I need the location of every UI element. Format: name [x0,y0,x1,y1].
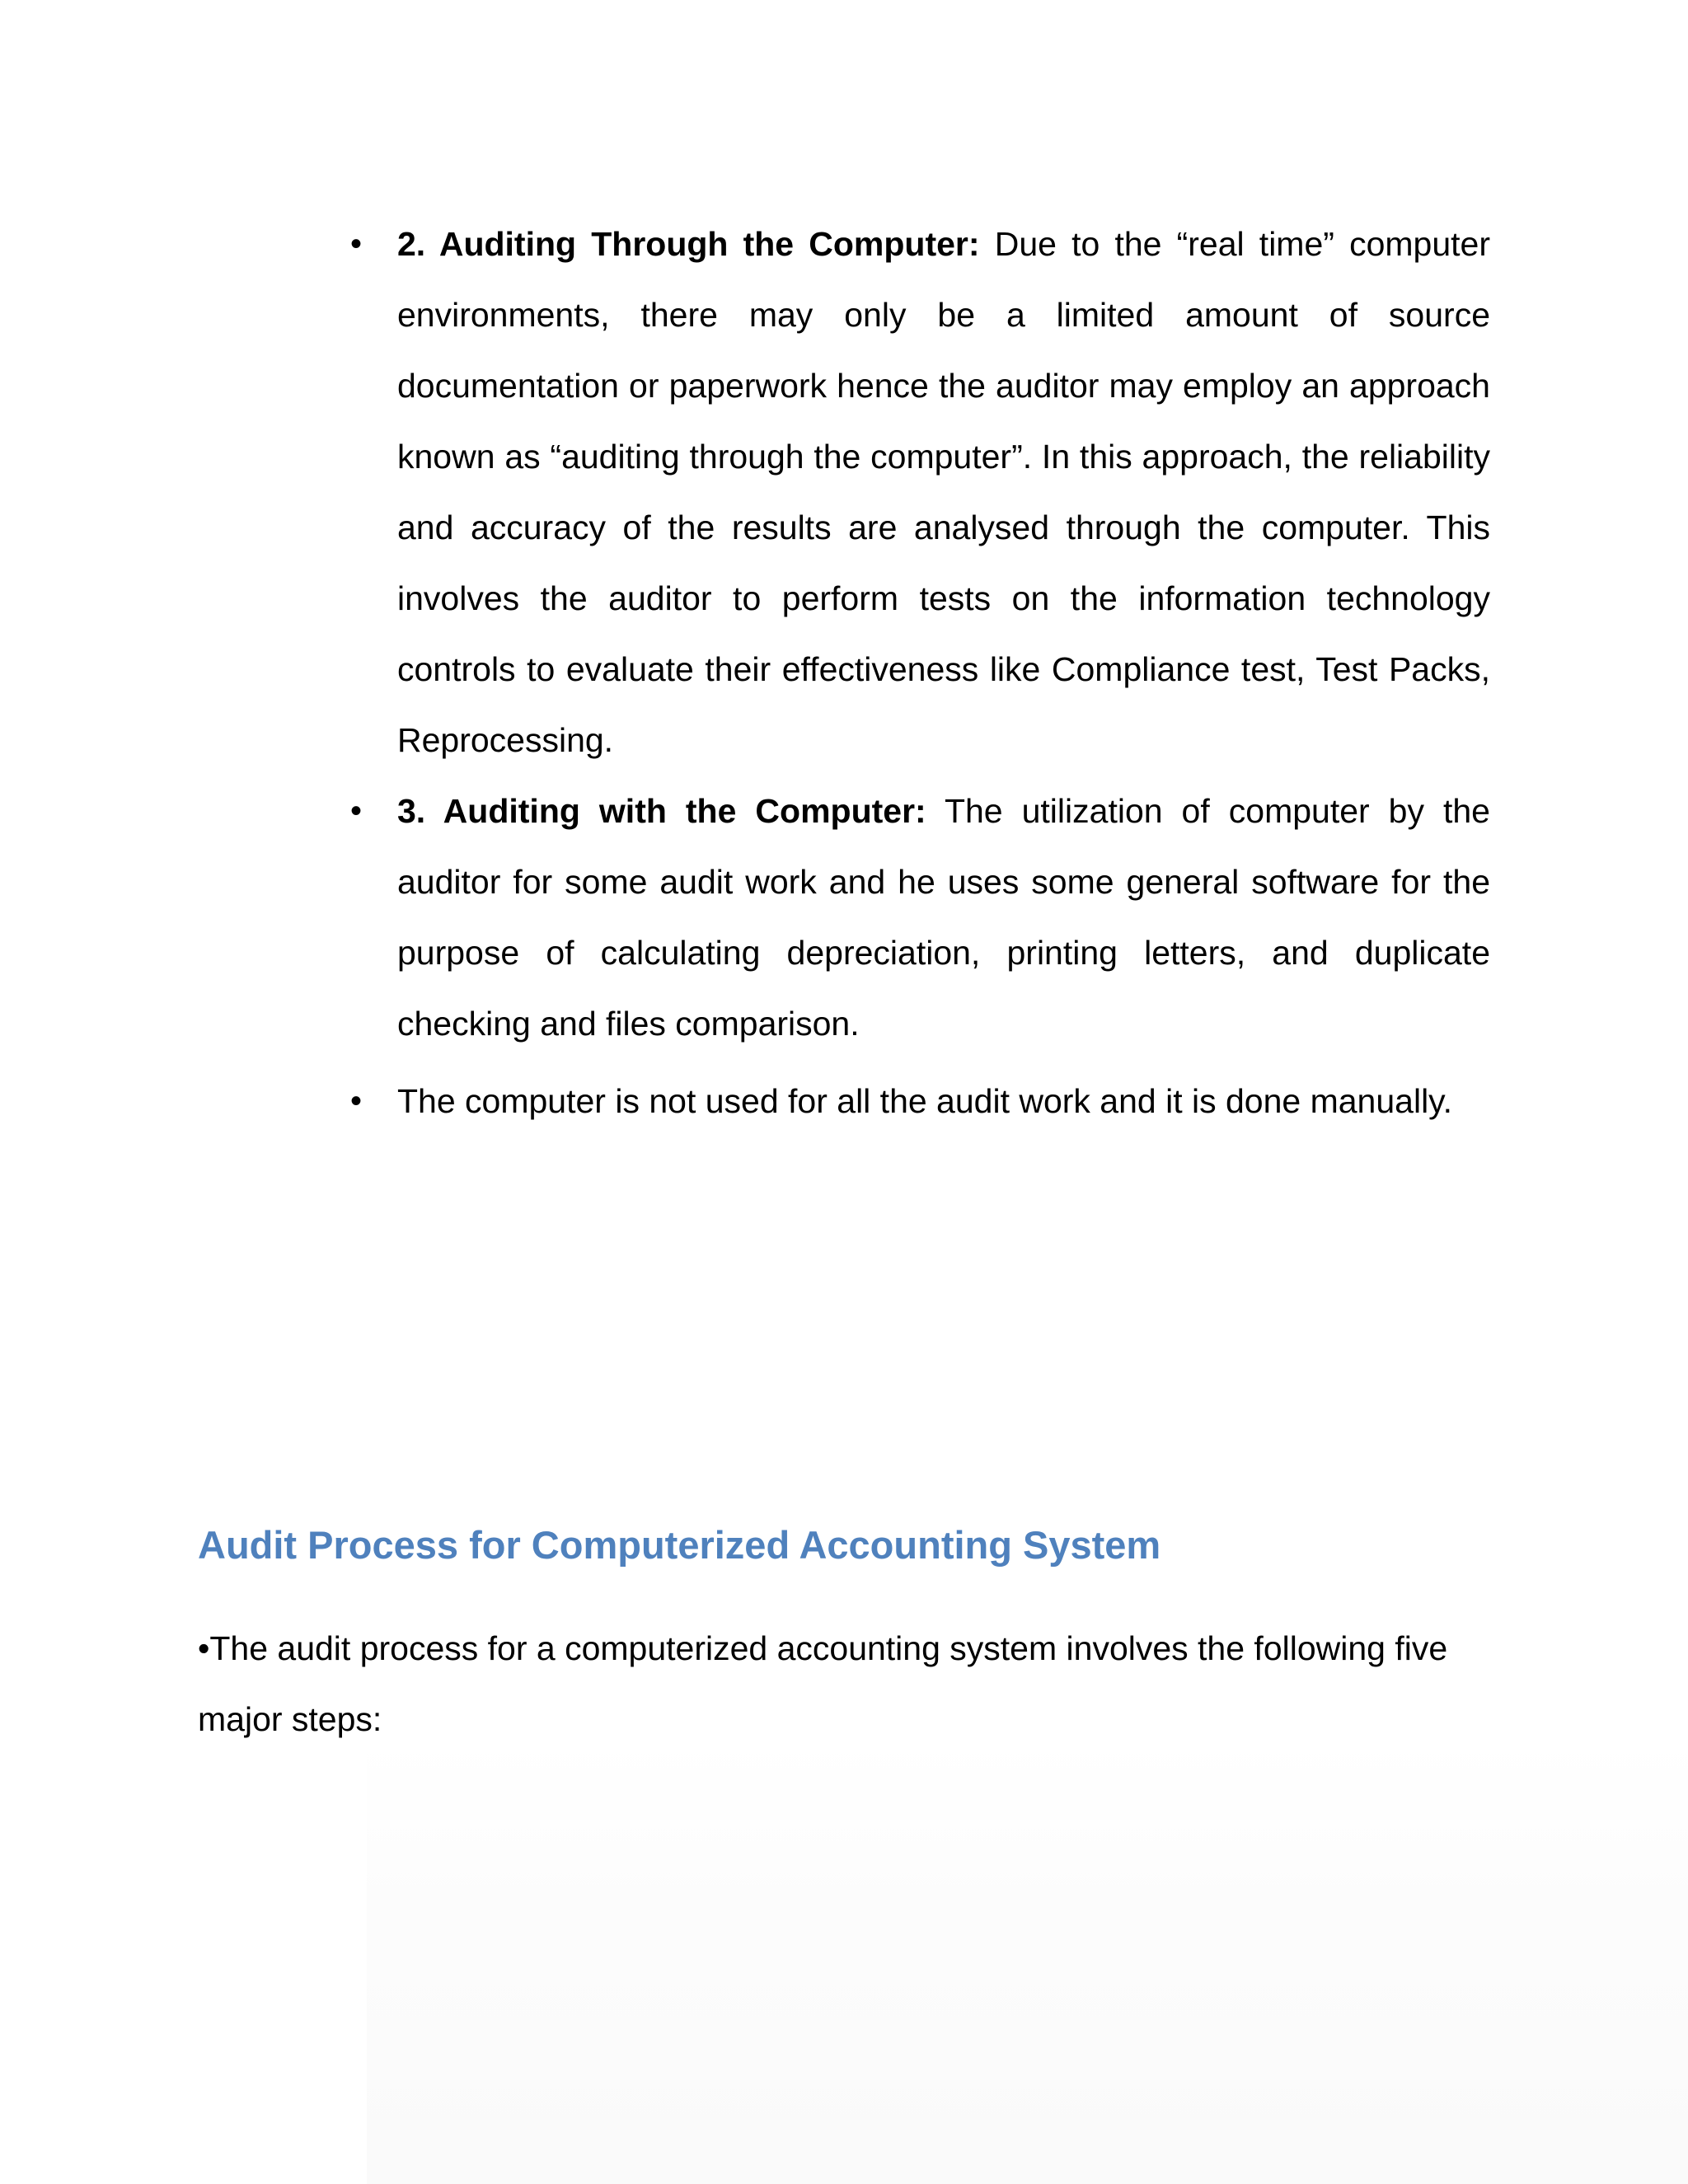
bullet-icon: • [349,226,362,262]
lower-shaded-area [367,1739,1688,2184]
list-item-text [397,776,1490,1059]
list-item-body: The computer is not used for all the audit work and it is done manually. [397,1082,1453,1120]
list-item-heading: 3. Auditing with the Computer: [397,792,926,830]
list-item-text [397,209,1490,776]
list-item-heading: 2. Auditing Through the Computer: [397,225,980,263]
list-item-body: The utilization of computer by the auditor for some audit work and he uses some general software for the purpose of calculating depreciation, printing letters, and duplicate checking and files comparison. [397,792,1490,1043]
section-heading: Audit Process for Computerized Accounting System [198,1523,1161,1567]
list-item-body: Due to the “real time” computer environments, there may only be a limited amount of source documentation or paperwork hence the auditor may employ an approach known as “auditing through the computer”. In this approach, the reliability and accuracy of the results are analysed through the computer. This involves the auditor to perform tests on the information technology controls to evaluate their effectiveness like Compliance test, Test Packs, Reprocessing. [397,225,1490,759]
section-intro-paragraph: •The audit process for a computerized accounting system involves the following five major steps: [198,1629,1448,1738]
bullet-icon: • [349,1083,362,1119]
list-item-text [397,1066,1490,1137]
bullet-icon: • [349,793,362,829]
